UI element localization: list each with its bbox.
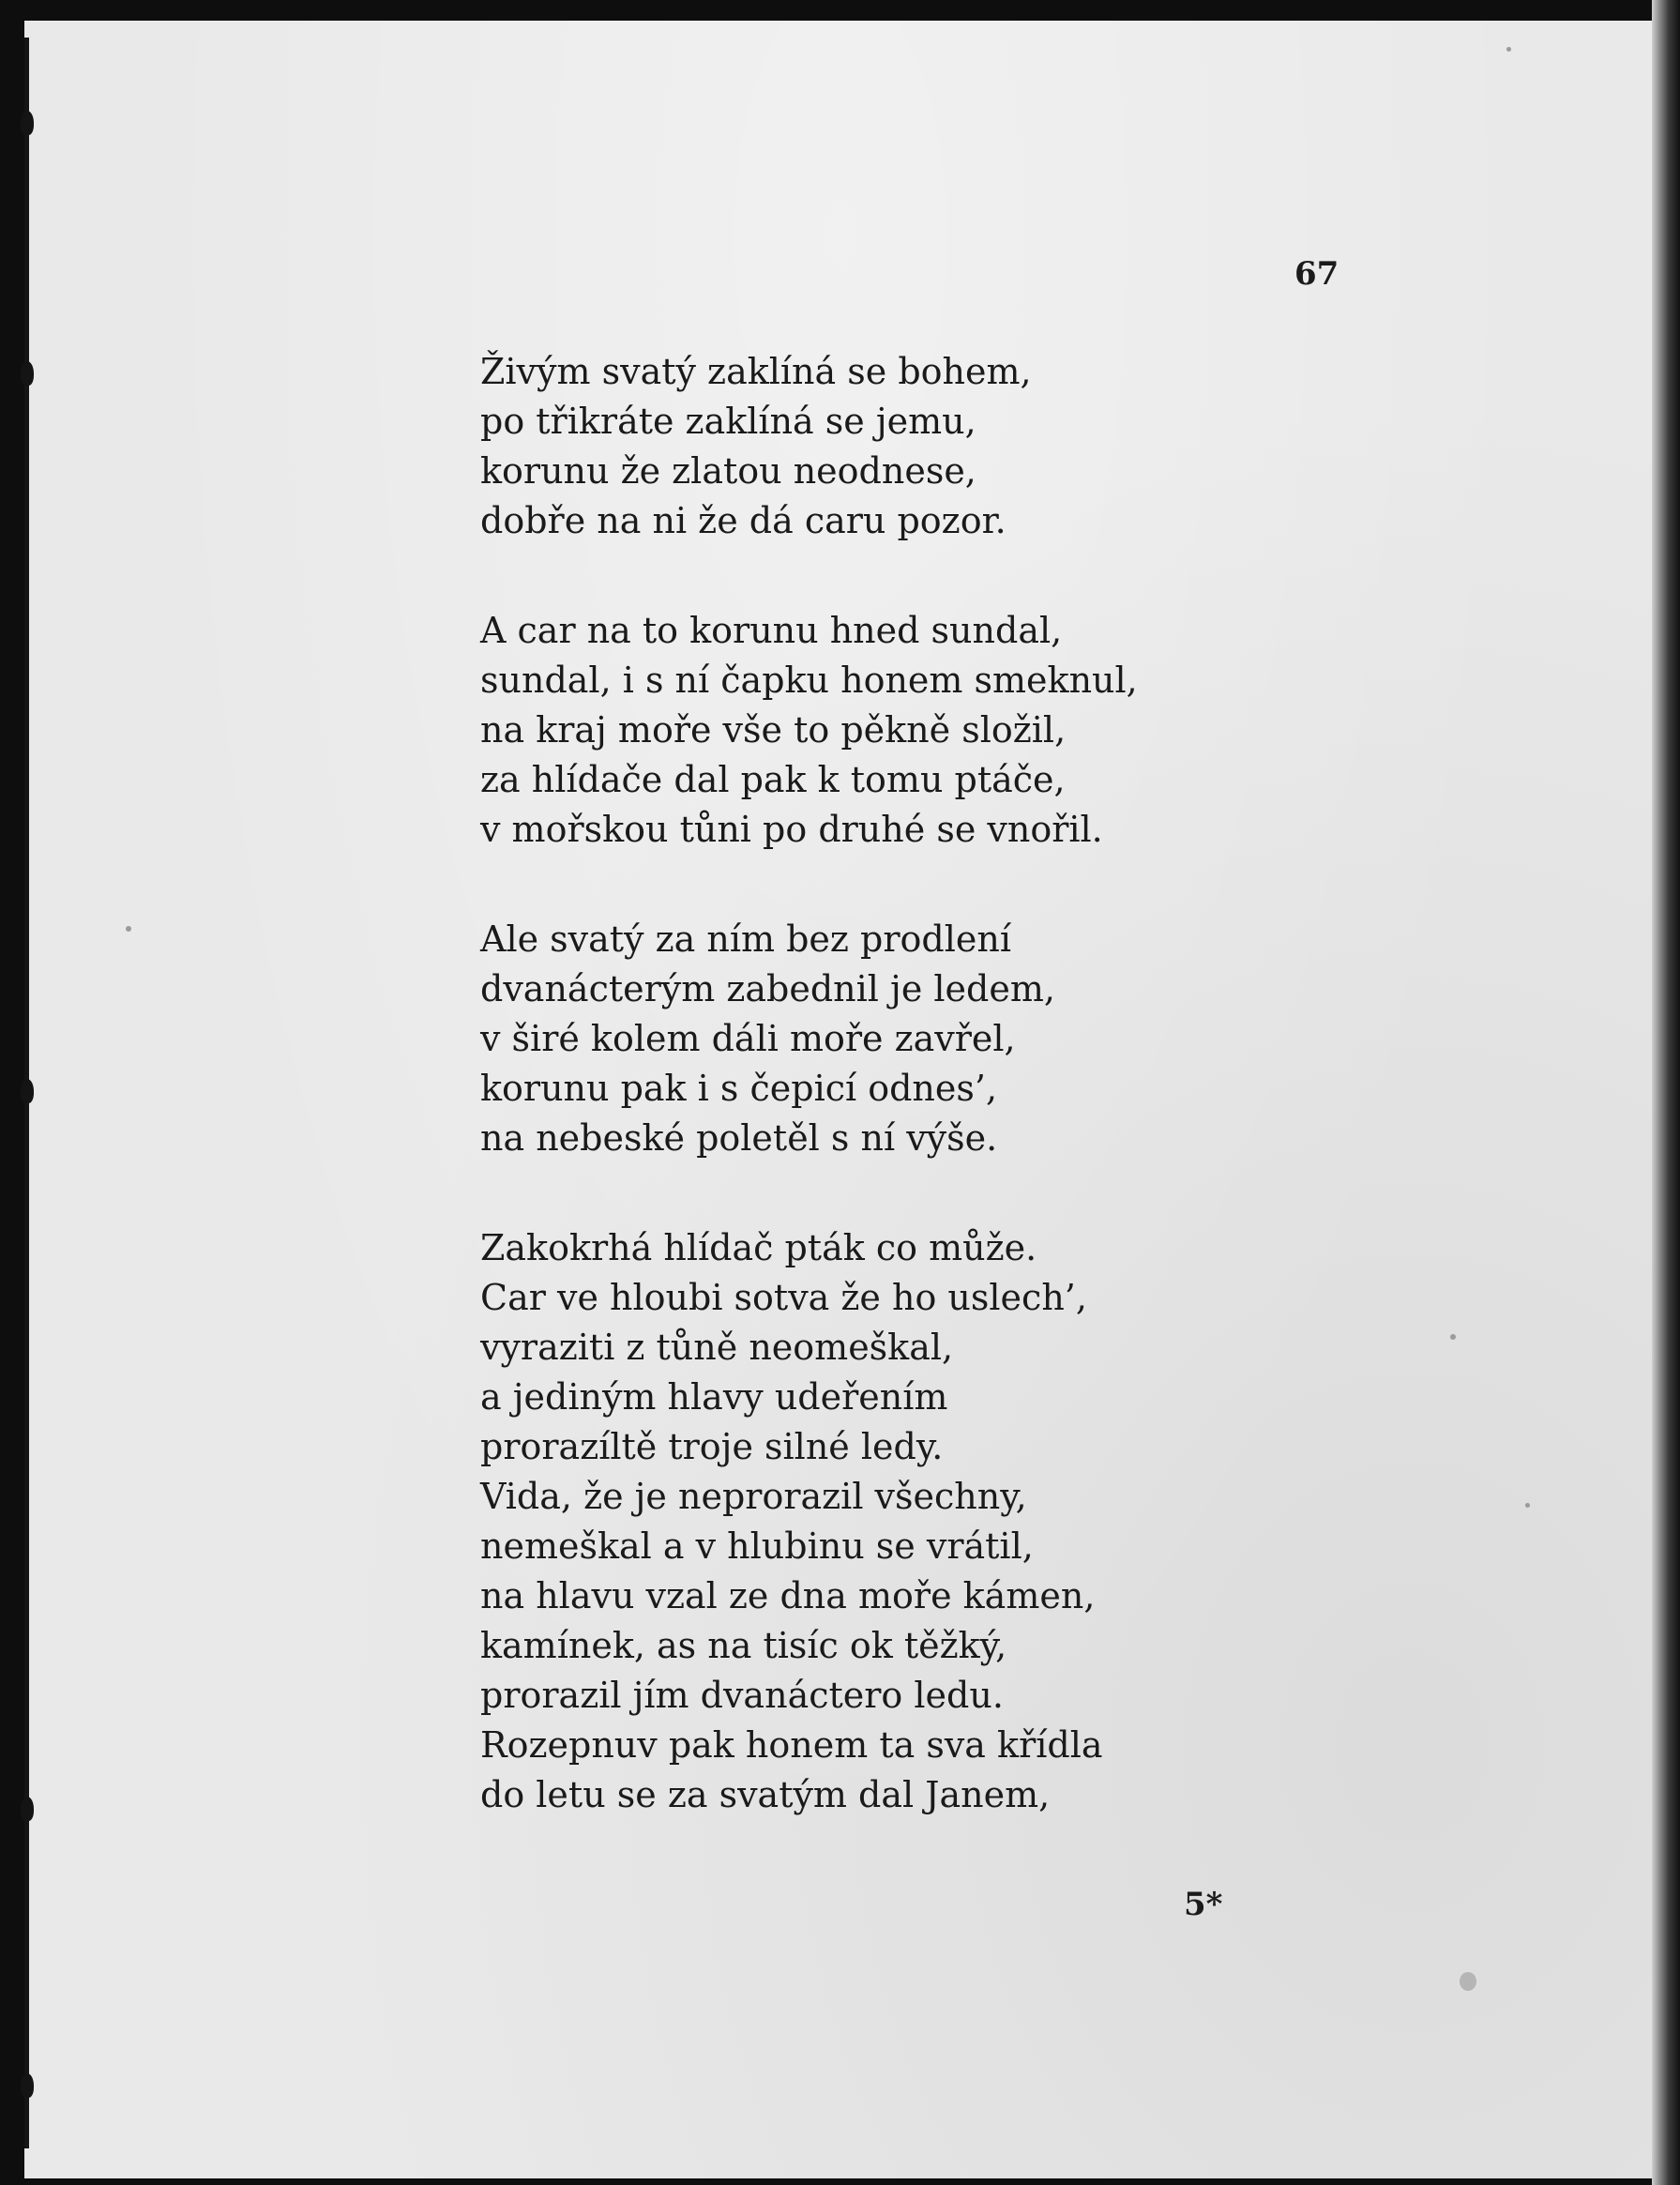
- verse-line: Zakokrhá hlídač pták co může.: [480, 1227, 1037, 1268]
- verse-line: A car na to korunu hned sundal,: [480, 610, 1063, 651]
- page-edge-shadow: [1652, 0, 1680, 2185]
- stanza: [480, 347, 1324, 546]
- binding-stitch: [21, 2073, 34, 2098]
- verse-line: v mořskou tůni po druhé se vnořil.: [480, 809, 1103, 850]
- verse-line: dvanácterým zabednil je ledem,: [480, 968, 1055, 1009]
- verse-line: na kraj moře vše to pěkně složil,: [480, 709, 1067, 751]
- binding-stitch: [21, 1079, 34, 1103]
- binding-stitch: [21, 1797, 34, 1821]
- verse-line: za hlídače dal pak k tomu ptáče,: [480, 759, 1066, 800]
- verse-line: v širé kolem dáli moře zavřel,: [480, 1018, 1016, 1059]
- verse-line: Vida, že je neprorazil všechny,: [480, 1476, 1027, 1517]
- page-number: 67: [1294, 255, 1339, 293]
- verse-line: dobře na ni že dá caru pozor.: [480, 500, 1006, 541]
- stanza: [480, 606, 1324, 855]
- verse-line: sundal, i s ní čapku honem smeknul,: [480, 660, 1138, 701]
- verse-line: nemeškal a v hlubinu se vrátil,: [480, 1525, 1034, 1567]
- paper-speck: [1525, 1503, 1530, 1508]
- verse-line: Živým svatý zaklíná se bohem,: [480, 351, 1032, 392]
- stanza: [480, 1223, 1324, 1820]
- verse-line: na nebeské poletěl s ní výše.: [480, 1117, 998, 1159]
- paper-speck: [1506, 47, 1511, 52]
- paper-speck: [1460, 1972, 1476, 1991]
- paper-speck: [126, 926, 131, 932]
- verse-line: na hlavu vzal ze dna moře kámen,: [480, 1575, 1096, 1616]
- verse-line: po třikráte zaklíná se jemu,: [480, 401, 976, 442]
- verse-line: Car ve hloubi sotva že ho uslech’,: [480, 1277, 1087, 1318]
- binding-stitch: [21, 111, 34, 135]
- verse-line: prorazil jím dvanáctero ledu.: [480, 1675, 1004, 1716]
- paper-speck: [1450, 1334, 1456, 1340]
- printer-signature-mark: 5*: [1184, 1886, 1223, 1923]
- poem-text: [480, 347, 1324, 1820]
- verse-line: kamínek, as na tisíc ok těžký,: [480, 1625, 1007, 1666]
- verse-line: korunu že zlatou neodnese,: [480, 450, 976, 492]
- stanza: [480, 915, 1324, 1163]
- verse-line: Rozepnuv pak honem ta sva křídla: [480, 1724, 1103, 1766]
- binding-stitch: [21, 361, 34, 386]
- verse-line: vyraziti z tůně neomeškal,: [480, 1327, 954, 1368]
- verse-line: a jediným hlavy udeřením: [480, 1376, 948, 1418]
- verse-line: korunu pak i s čepicí odnes’,: [480, 1068, 998, 1109]
- verse-line: do letu se za svatým dal Janem,: [480, 1774, 1051, 1815]
- verse-line: Ale svatý za ním bez prodlení: [480, 918, 1011, 960]
- verse-line: prorazíltě troje silné ledy.: [480, 1426, 944, 1467]
